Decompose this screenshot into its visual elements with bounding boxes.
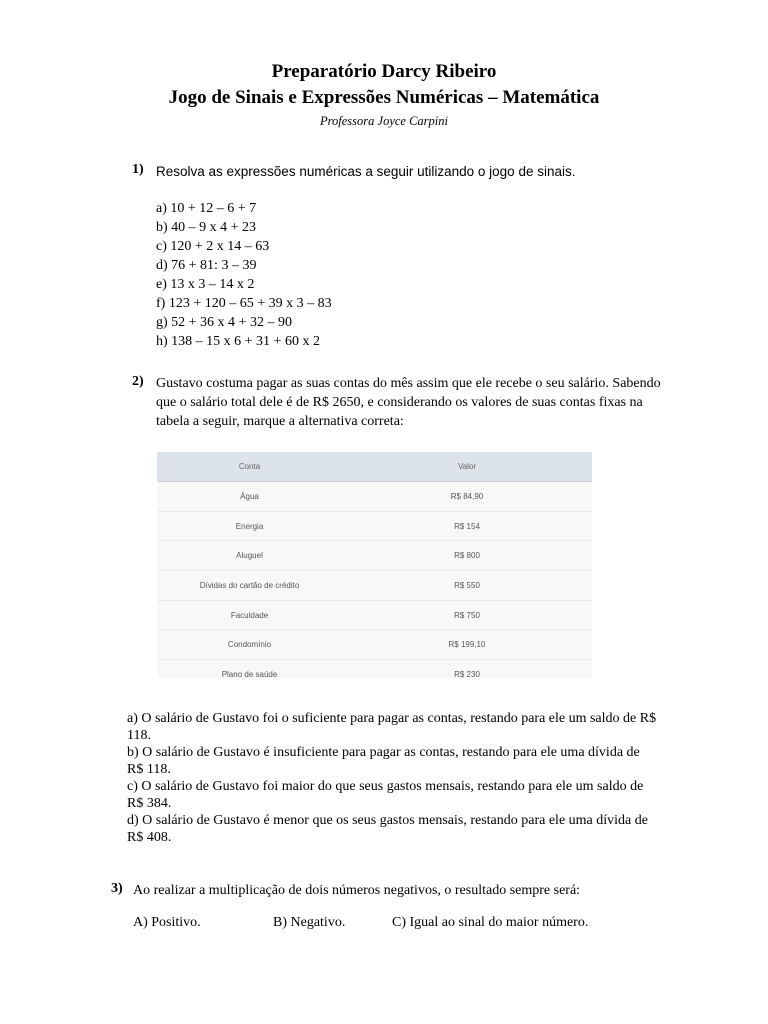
question-2-answers [127, 710, 657, 846]
table-cell-valor: R$ 800 [454, 551, 480, 561]
question-1-prompt: Resolva as expressões numéricas a seguir utilizando o jogo de sinais. [156, 164, 576, 179]
expression-item: g) 52 + 36 x 4 + 32 – 90 [156, 315, 292, 330]
question-1-number: 1) [132, 162, 144, 177]
expenses-table [157, 452, 592, 678]
expression-item: b) 40 – 9 x 4 + 23 [156, 220, 257, 235]
table-cell-conta: Plano de saúde [221, 669, 278, 679]
question-3-prompt: Ao realizar a multiplicação de dois números negativos, o resultado sempre será: [133, 883, 581, 898]
expression-item: d) 76 + 81: 3 – 39 [156, 258, 257, 273]
answer-option-c: c) O salário de Gustavo foi maior do que seus gastos mensais, restando para ele um saldo de R$ 384. [127, 779, 644, 811]
table-cell-conta: Condomínio [227, 640, 272, 650]
table-cell-valor: R$ 84,90 [450, 491, 484, 501]
page-subtitle: Jogo de Sinais e Expressões Numéricas – Matemática [168, 87, 600, 108]
answer-option-a: a) O salário de Gustavo foi o suficiente para pagar as contas, restando para ele um saldo de R$ 118. [127, 711, 657, 743]
expression-item: e) 13 x 3 – 14 x 2 [156, 277, 255, 292]
table-header-row [157, 452, 592, 482]
expression-item: h) 138 – 15 x 6 + 31 + 60 x 2 [156, 334, 320, 349]
table-row [157, 630, 592, 660]
professor-name: Professora Joyce Carpini [320, 114, 448, 128]
question-3-option-b: B) Negativo. [273, 915, 346, 930]
table-cell-valor: R$ 230 [454, 669, 480, 679]
question-1-expressions [156, 199, 332, 351]
question-3-option-c: C) Igual ao sinal do maior número. [392, 915, 589, 930]
table-cell-conta: Dívidas do cartão de crédito [199, 580, 300, 590]
table-cell-valor: R$ 750 [454, 610, 480, 620]
question-2-number: 2) [132, 374, 144, 389]
table-cell-conta: Água [240, 491, 259, 501]
question-2-prompt: Gustavo costuma pagar as suas contas do mês assim que ele recebe o seu salário. Sabendo que o salário total dele é de R$ 2650, e considerando os valores de suas contas fixas na tabela a seguir, marque a alternativa correta: [156, 376, 661, 429]
answer-option-d: d) O salário de Gustavo é menor que os seus gastos mensais, restando para ele uma dívida de R$ 408. [127, 813, 648, 845]
question-3-number: 3) [111, 881, 123, 896]
table-row [157, 601, 592, 631]
table-header-valor: Valor [457, 462, 477, 471]
table-row [157, 482, 592, 512]
table-row [157, 571, 592, 601]
table-row [157, 512, 592, 542]
expression-item: f) 123 + 120 – 65 + 39 x 3 – 83 [156, 296, 332, 311]
expression-item: a) 10 + 12 – 6 + 7 [156, 201, 257, 216]
table-row [157, 541, 592, 571]
expression-item: c) 120 + 2 x 14 – 63 [156, 239, 270, 254]
table-cell-conta: Faculdade [230, 610, 269, 620]
table-cell-conta: Energia [235, 521, 264, 531]
table-cell-valor: R$ 199,10 [448, 640, 486, 650]
page-title: Preparatório Darcy Ribeiro [271, 61, 497, 82]
table-row [157, 660, 592, 689]
question-3-option-a: A) Positivo. [133, 915, 201, 930]
answer-option-b: b) O salário de Gustavo é insuficiente para pagar as contas, restando para ele uma dívida de R$ 118. [127, 745, 640, 777]
table-cell-valor: R$ 550 [454, 580, 480, 590]
table-header-conta: Conta [238, 462, 261, 471]
table-cell-conta: Aluguel [236, 551, 263, 561]
table-cell-valor: R$ 154 [454, 521, 480, 531]
